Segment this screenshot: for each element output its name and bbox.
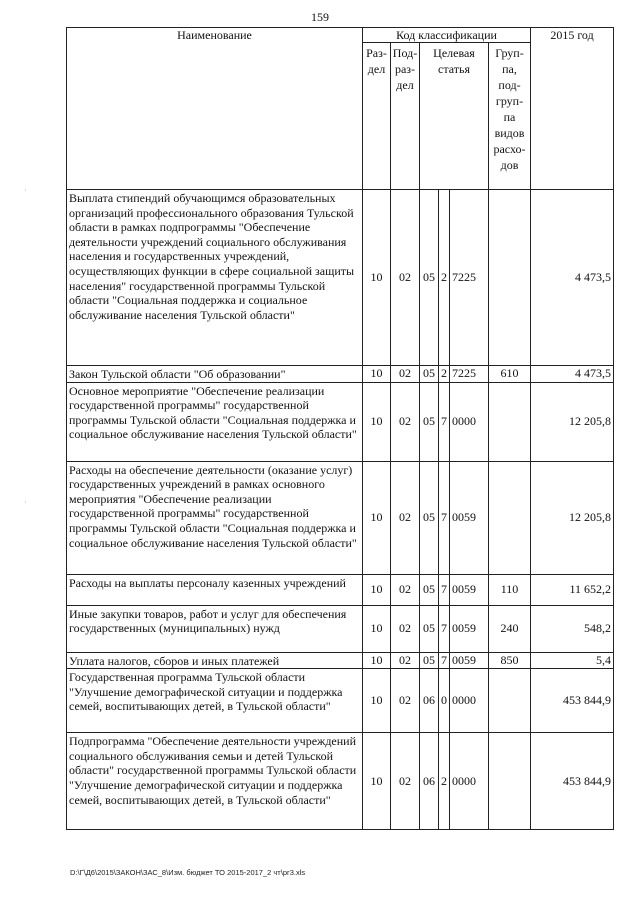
row-expense-group [489, 733, 531, 830]
row-amount: 12 205,8 [531, 461, 614, 574]
row-subsection: 02 [391, 605, 420, 652]
table-row [67, 669, 614, 733]
row-name: Государственная программа Тульской области "Улучшение демографической ситуации и поддержка семей, воспитывающих детей, в Тульской области" [67, 669, 363, 733]
budget-table [66, 27, 614, 830]
row-article-direction: 0059 [450, 605, 489, 652]
row-subsection: 02 [391, 652, 420, 669]
table-row [67, 461, 614, 574]
margin-mark: · [24, 498, 27, 507]
row-article-subprogram: 7 [439, 461, 450, 574]
table-row [67, 574, 614, 605]
row-article-program: 05 [420, 382, 439, 461]
row-expense-group: 240 [489, 605, 531, 652]
row-name: Выплата стипендий обучающимся образовательных организаций профессионального образования Тульской области в рамках подпрограммы "Обеспечение деятельности учреждений социального обслуживания населения и государственных учреждений, осуществляющих функции в сфере социальной защиты населения" государственной программы Тульской области "Социальная поддержка и социальное обслуживание населения Тульской области" [67, 190, 363, 366]
row-subsection: 02 [391, 382, 420, 461]
row-expense-group: 110 [489, 574, 531, 605]
row-section: 10 [363, 461, 391, 574]
header-name: Наименование [67, 28, 363, 190]
row-article-program: 05 [420, 574, 439, 605]
row-expense-group [489, 461, 531, 574]
row-expense-group [489, 190, 531, 366]
row-amount: 453 844,9 [531, 669, 614, 733]
header-expense-group: Груп- па, под- груп- па видов расхо- дов [489, 43, 531, 190]
row-article-subprogram: 7 [439, 652, 450, 669]
row-article-subprogram: 7 [439, 382, 450, 461]
row-article-subprogram: 7 [439, 574, 450, 605]
row-section: 10 [363, 190, 391, 366]
row-article-direction: 0000 [450, 382, 489, 461]
table-row [67, 605, 614, 652]
row-article-direction: 0059 [450, 461, 489, 574]
row-amount: 11 652,2 [531, 574, 614, 605]
row-article-program: 05 [420, 652, 439, 669]
row-name: Расходы на обеспечение деятельности (оказание услуг) государственных учреждений в рамках основного мероприятия "Обеспечение реализации государственной программы" государственной программы Тульской области "Социальная поддержка и социальное обслуживание населения Тульской области" [67, 461, 363, 574]
row-article-direction: 7225 [450, 190, 489, 366]
margin-mark: · [24, 186, 27, 195]
row-name: Закон Тульской области "Об образовании" [67, 366, 363, 383]
row-article-program: 06 [420, 733, 439, 830]
row-article-subprogram: 2 [439, 366, 450, 383]
row-subsection: 02 [391, 669, 420, 733]
row-amount: 453 844,9 [531, 733, 614, 830]
row-article-program: 05 [420, 605, 439, 652]
row-section: 10 [363, 669, 391, 733]
row-name: Подпрограмма "Обеспечение деятельности учреждений социального обслуживания семьи и детей Тульской области" государственной программы Тульской области "Улучшение демографической ситуации и поддержка семей, воспитывающих детей, в Тульской области" [67, 733, 363, 830]
row-section: 10 [363, 574, 391, 605]
row-name: Основное мероприятие "Обеспечение реализации государственной программы" государственной программы Тульской области "Социальная поддержка и социальное обслуживание населения Тульской области" [67, 382, 363, 461]
row-article-direction: 7225 [450, 366, 489, 383]
row-name: Уплата налогов, сборов и иных платежей [67, 652, 363, 669]
row-article-program: 06 [420, 669, 439, 733]
table-row [67, 190, 614, 366]
header-code-group: Код классификации [363, 28, 531, 43]
row-section: 10 [363, 382, 391, 461]
table-row [67, 733, 614, 830]
header-subsection: Под- раз- дел [391, 43, 420, 190]
row-amount: 548,2 [531, 605, 614, 652]
table-row [67, 652, 614, 669]
row-amount: 4 473,5 [531, 366, 614, 383]
row-article-program: 05 [420, 366, 439, 383]
row-amount: 4 473,5 [531, 190, 614, 366]
table-row [67, 382, 614, 461]
row-section: 10 [363, 652, 391, 669]
row-subsection: 02 [391, 733, 420, 830]
row-article-program: 05 [420, 190, 439, 366]
row-expense-group: 850 [489, 652, 531, 669]
row-section: 10 [363, 733, 391, 830]
row-article-subprogram: 2 [439, 733, 450, 830]
header-target-article: Целевая статья [420, 43, 489, 190]
row-subsection: 02 [391, 366, 420, 383]
row-name: Иные закупки товаров, работ и услуг для обеспечения государственных (муниципальных) нужд [67, 605, 363, 652]
row-amount: 12 205,8 [531, 382, 614, 461]
row-expense-group: 610 [489, 366, 531, 383]
header-section: Раз- дел [363, 43, 391, 190]
row-expense-group [489, 669, 531, 733]
header-year: 2015 год [531, 28, 614, 190]
row-amount: 5,4 [531, 652, 614, 669]
row-article-direction: 0059 [450, 652, 489, 669]
file-path-footer: D:\Г\Д6\2015\ЗАКОН\ЗАС_8\Изм. бюджет ТО 2015-2017_2 чт\рг3.xls [70, 868, 306, 877]
row-section: 10 [363, 366, 391, 383]
row-name: Расходы на выплаты персоналу казенных учреждений [67, 574, 363, 605]
row-article-program: 05 [420, 461, 439, 574]
row-subsection: 02 [391, 461, 420, 574]
row-article-direction: 0000 [450, 669, 489, 733]
row-article-subprogram: 2 [439, 190, 450, 366]
row-section: 10 [363, 605, 391, 652]
row-article-direction: 0059 [450, 574, 489, 605]
row-subsection: 02 [391, 574, 420, 605]
row-expense-group [489, 382, 531, 461]
row-article-direction: 0000 [450, 733, 489, 830]
table-row [67, 366, 614, 383]
row-subsection: 02 [391, 190, 420, 366]
row-article-subprogram: 7 [439, 605, 450, 652]
page-number: 159 [311, 10, 329, 24]
row-article-subprogram: 0 [439, 669, 450, 733]
